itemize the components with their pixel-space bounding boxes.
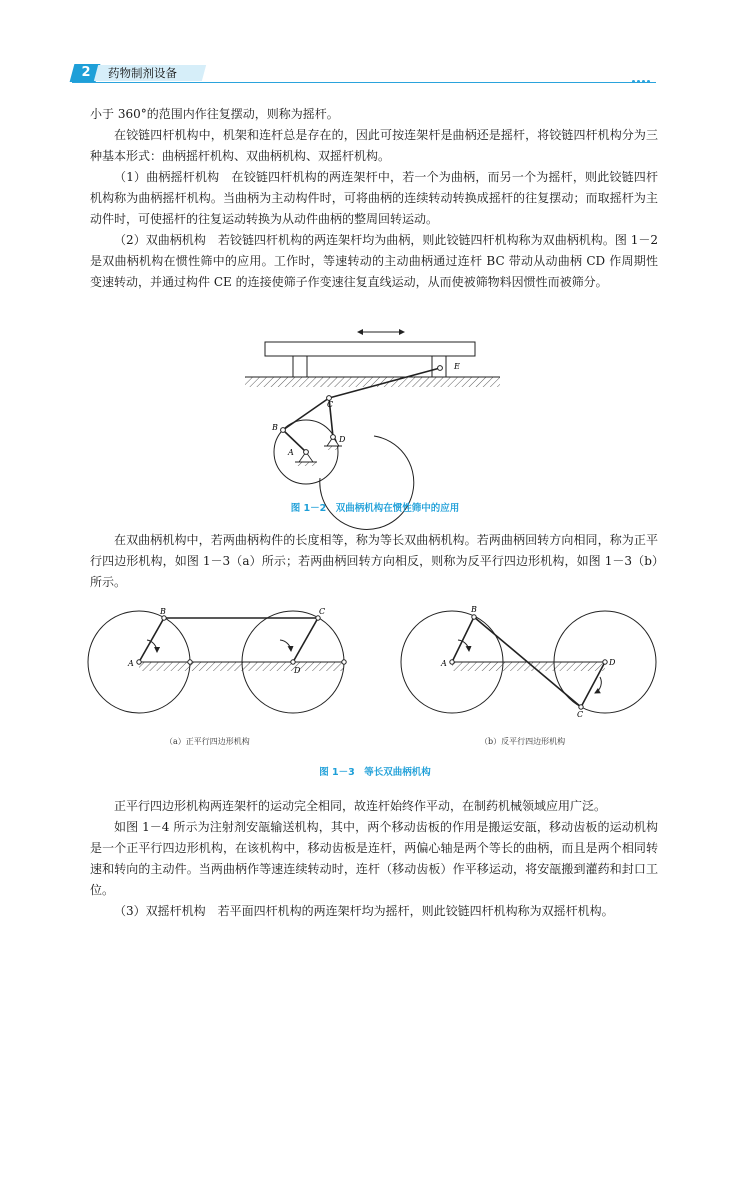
paragraph-5: 在双曲柄机构中，若两曲柄构件的长度相等，称为等长双曲柄机构。若两曲柄回转方向相同，称为正平行四边形机构，如图 1－3（a）所示；若两曲柄回转方向相反，则称为反平行四边形机构，如图 1－3（b）所示。 bbox=[90, 533, 658, 589]
driven-crank-arc bbox=[320, 436, 414, 529]
figure-1-2-caption: 图 1－2 双曲柄机构在惯性筛中的应用 bbox=[290, 503, 460, 514]
label-B-fig3b: B bbox=[471, 605, 477, 614]
crank-AB bbox=[283, 430, 306, 452]
chapter-title: 药物制剂设备 bbox=[108, 66, 177, 80]
figure-1-3b-caption: （b）反平行四边形机构 bbox=[480, 737, 566, 746]
paragraph-1: 小于 360°的范围内作往复摆动，则称为摇杆。 bbox=[90, 107, 339, 121]
paragraph-8: （3）双摇杆机构 若平面四杆机构的两连架杆均为摇杆，则此铰链四杆机构称为双摇杆机构。 bbox=[114, 904, 614, 918]
label-C-fig2: C bbox=[327, 400, 334, 409]
label-A-fig2: A bbox=[288, 448, 294, 457]
label-D-fig3b: D bbox=[609, 658, 616, 667]
label-E-fig2: E bbox=[454, 362, 460, 371]
label-A-fig3a: A bbox=[128, 659, 134, 668]
figure-1-3a-caption: （a）正平行四边形机构 bbox=[165, 737, 250, 746]
figure-1-3-caption: 图 1－3 等长双曲柄机构 bbox=[319, 767, 431, 778]
label-A-fig3b: A bbox=[441, 659, 447, 668]
paragraph-3: （1）曲柄摇杆机构 在铰链四杆机构的两连架杆中，若一个为曲柄，而另一个为摇杆，则此铰链四杆机构称为曲柄摇杆机构。当曲柄为主动构件时，可将曲柄的连续转动转换成摇杆的往复摆动；而取摇杆为主动件时，可使摇杆的往复运动转换为从动件曲柄的整周回转运动。 bbox=[90, 170, 658, 226]
paragraph-7: 如图 1－4 所示为注射剂安瓿输送机构，其中，两个移动齿板的作用是搬运安瓿，移动齿板的运动机构是一个正平行四边形机构，在该机构中，移动齿板是连杆，两偏心轴是两个等长的曲柄，而且是两个相同转速和转向的主动件。当两曲柄作等速连续转动时，连杆（移动齿板）作平移运动，将安瓿搬到灌药和封口工位。 bbox=[90, 820, 658, 897]
label-D-fig3a: D bbox=[294, 666, 301, 675]
label-C-fig3b: C bbox=[577, 710, 584, 719]
label-C-fig3a: C bbox=[319, 607, 326, 616]
label-B-fig3a: B bbox=[160, 607, 166, 616]
paragraph-2: 在铰链四杆机构中，机架和连杆总是存在的，因此可按连架杆是曲柄还是摇杆，将铰链四杆机构分为三种基本形式：曲柄摇杆机构、双曲柄机构、双摇杆机构。 bbox=[90, 128, 658, 163]
text-block-lower bbox=[90, 796, 658, 922]
page-number: 2 bbox=[81, 65, 91, 80]
figure-1-3a-diagram bbox=[88, 607, 346, 713]
label-D-fig2: D bbox=[339, 435, 346, 444]
sieve-support-left bbox=[293, 356, 307, 377]
sieve-beam bbox=[265, 342, 475, 356]
label-B-fig2: B bbox=[272, 423, 278, 432]
link-BC bbox=[283, 398, 329, 430]
text-block-middle bbox=[90, 530, 658, 593]
paragraph-6: 正平行四边形机构两连架杆的运动完全相同，故连杆始终作平动，在制药机械领域应用广泛。 bbox=[114, 799, 607, 813]
paragraph-4: （2）双曲柄机构 若铰链四杆机构的两连架杆均为曲柄，则此铰链四杆机构称为双曲柄机构。图 1－2 是双曲柄机构在惯性筛中的应用。工作时，等速转动的主动曲柄通过连杆 BC 带动从动曲柄 CD 作周期性变速转动，并通过构件 CE 的连接使筛子作变速往复直线运动，从而使被筛物料因惯性而被筛分。 bbox=[90, 233, 658, 289]
figure-1-3b-diagram bbox=[401, 605, 656, 719]
